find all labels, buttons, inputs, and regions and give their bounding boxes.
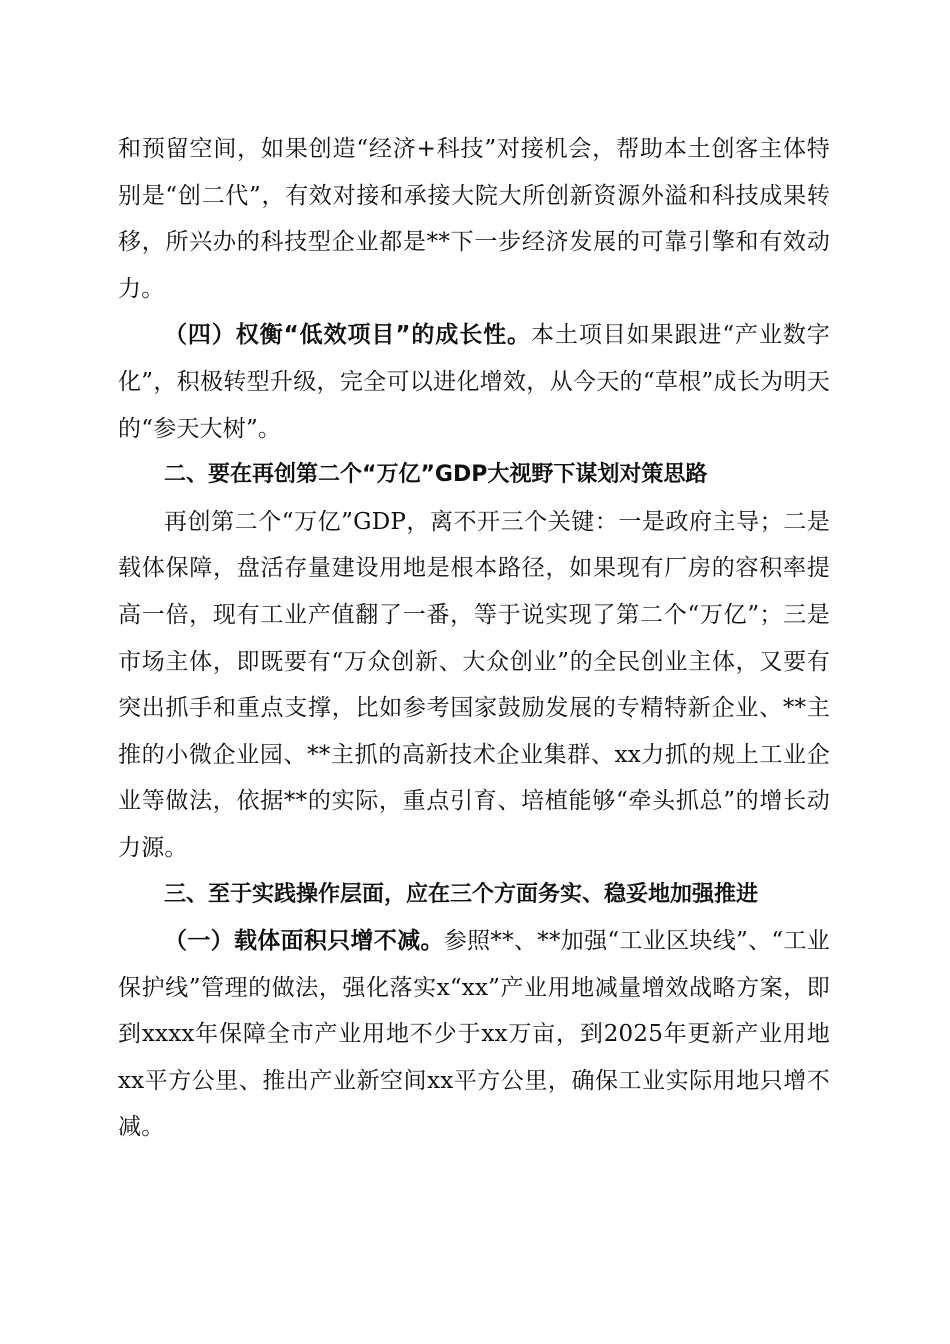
paragraph-section-three-one (118, 918, 830, 1151)
document-page (118, 126, 830, 1151)
subsection-title-one: （一）载体面积只增不减。 (164, 928, 444, 955)
subsection-body-four: 本土项目如果跟进“产业数字化”，积极转型升级，完全可以进化增效，从今天的“草根”成长为明天的“参天大树”。 (118, 322, 831, 442)
section-heading-two: 二、要在再创第二个“万亿”GDP大视野下谋划对策思路 (164, 462, 708, 488)
subsection-title-four: （四）权衡“低效项目”的成长性。 (164, 322, 531, 349)
paragraph-continuation: 和预留空间，如果创造“经济+科技”对接机会，帮助本土创客主体特别是“创二代”，有效对接和承接大院大所创新资源外溢和科技成果转移，所兴办的科技型企业都是**下一步经济发展的可靠引擎和有效动力。 (118, 136, 830, 302)
paragraph-section-four (118, 312, 830, 452)
paragraph-section-two: 再创第二个“万亿”GDP，离不开三个关键：一是政府主导；二是载体保障，盘活存量建设用地是根本路径，如果现有厂房的容积率提高一倍，现有工业产值翻了一番，等于说实现了第二个“万亿”；三是市场主体，即既要有“万众创新、大众创业”的全民创业主体，又要有突出抓手和重点支撑，比如参考国家鼓励发展的专精特新企业、**主推的小微企业园、**主抓的高新技术企业集群、xx力抓的规上工业企业等做法，依据**的实际，重点引育、培植能够“牵头抓总”的增长动力源。 (118, 508, 830, 861)
section-heading-three: 三、至于实践操作层面，应在三个方面务实、稳妥地加强推进 (164, 881, 759, 907)
subsection-body-one: 参照**、**加强“工业区块线”、“工业保护线”管理的做法，强化落实x“xx”产业用地减量增效战略方案，即到xxxx年保障全市产业用地不少于xx万亩，到2025年更新产业用地xx平方公里、推出产业新空间xx平方公里，确保工业实际用地只增不减。 (118, 928, 830, 1141)
